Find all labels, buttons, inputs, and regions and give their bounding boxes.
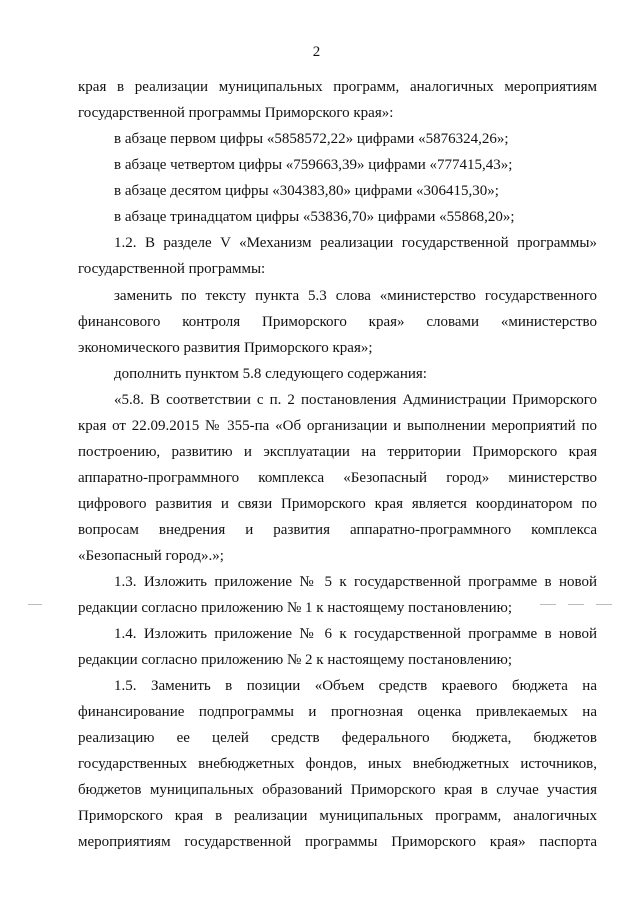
text-line: «Безопасный город».»; [78, 548, 224, 564]
text-line: построению, развитию и эксплуатации на территории Приморского края [78, 444, 597, 460]
text-line: вопросам внедрения и развития аппаратно-программного комплекса [78, 522, 597, 538]
text-line: 1.4. Изложить приложение № 6 к государственной программе в новой [114, 626, 597, 642]
text-line: редакции согласно приложению № 1 к настоящему постановлению; [78, 600, 513, 616]
text-line: края в реализации муниципальных программ, аналогичных мероприятиям [78, 79, 597, 95]
text-line: государственной программы: [78, 261, 266, 277]
text-line: редакции согласно приложению № 2 к настоящему постановлению; [78, 652, 513, 668]
text-line: дополнить пунктом 5.8 следующего содержания: [114, 366, 427, 382]
text-line: в абзаце четвертом цифры «759663,39» цифрами «777415,43»; [114, 157, 513, 173]
text-line: финансирование подпрограммы и прогнозная оценка привлекаемых на [78, 704, 597, 720]
text-line: государственной программы Приморского края»: [78, 105, 394, 121]
text-line: цифрового развития и связи Приморского края является координатором по [78, 496, 597, 512]
text-line: края от 22.09.2015 № 355-па «Об организации и выполнении мероприятий по [78, 418, 597, 434]
text-line: экономического развития Приморского края»; [78, 340, 373, 356]
scan-artifact [28, 604, 42, 605]
text-line: реализацию ее целей средств федерального бюджета, бюджетов [78, 730, 597, 746]
scan-artifact [540, 604, 556, 605]
text-line: «5.8. В соответствии с п. 2 постановления Администрации Приморского [114, 392, 597, 408]
text-line: в абзаце тринадцатом цифры «53836,70» цифрами «55868,20»; [114, 209, 515, 225]
text-line: в абзаце десятом цифры «304383,80» цифрами «306415,30»; [114, 183, 499, 199]
text-line: аппаратно-программного комплекса «Безопасный город» министерство [78, 470, 597, 486]
text-line: 1.2. В разделе V «Механизм реализации государственной программы» [114, 235, 597, 251]
text-line: мероприятиям государственной программы Приморского края» паспорта [78, 834, 597, 850]
text-line: 1.5. Заменить в позиции «Объем средств краевого бюджета на [114, 678, 597, 694]
page-number: 2 [312, 44, 321, 60]
text-line: заменить по тексту пункта 5.3 слова «министерство государственного [114, 288, 597, 304]
text-line: в абзаце первом цифры «5858572,22» цифрами «5876324,26»; [114, 131, 509, 147]
scan-artifact [568, 604, 584, 605]
text-line: Приморского края в реализации муниципальных программ, аналогичных [78, 808, 597, 824]
text-line: 1.3. Изложить приложение № 5 к государственной программе в новой [114, 574, 597, 590]
scan-artifact [596, 604, 612, 605]
text-line: государственных внебюджетных фондов, иных внебюджетных источников, [78, 756, 597, 772]
text-line: финансового контроля Приморского края» словами «министерство [78, 314, 597, 330]
text-line: бюджетов муниципальных образований Приморского края в случае участия [78, 782, 597, 798]
